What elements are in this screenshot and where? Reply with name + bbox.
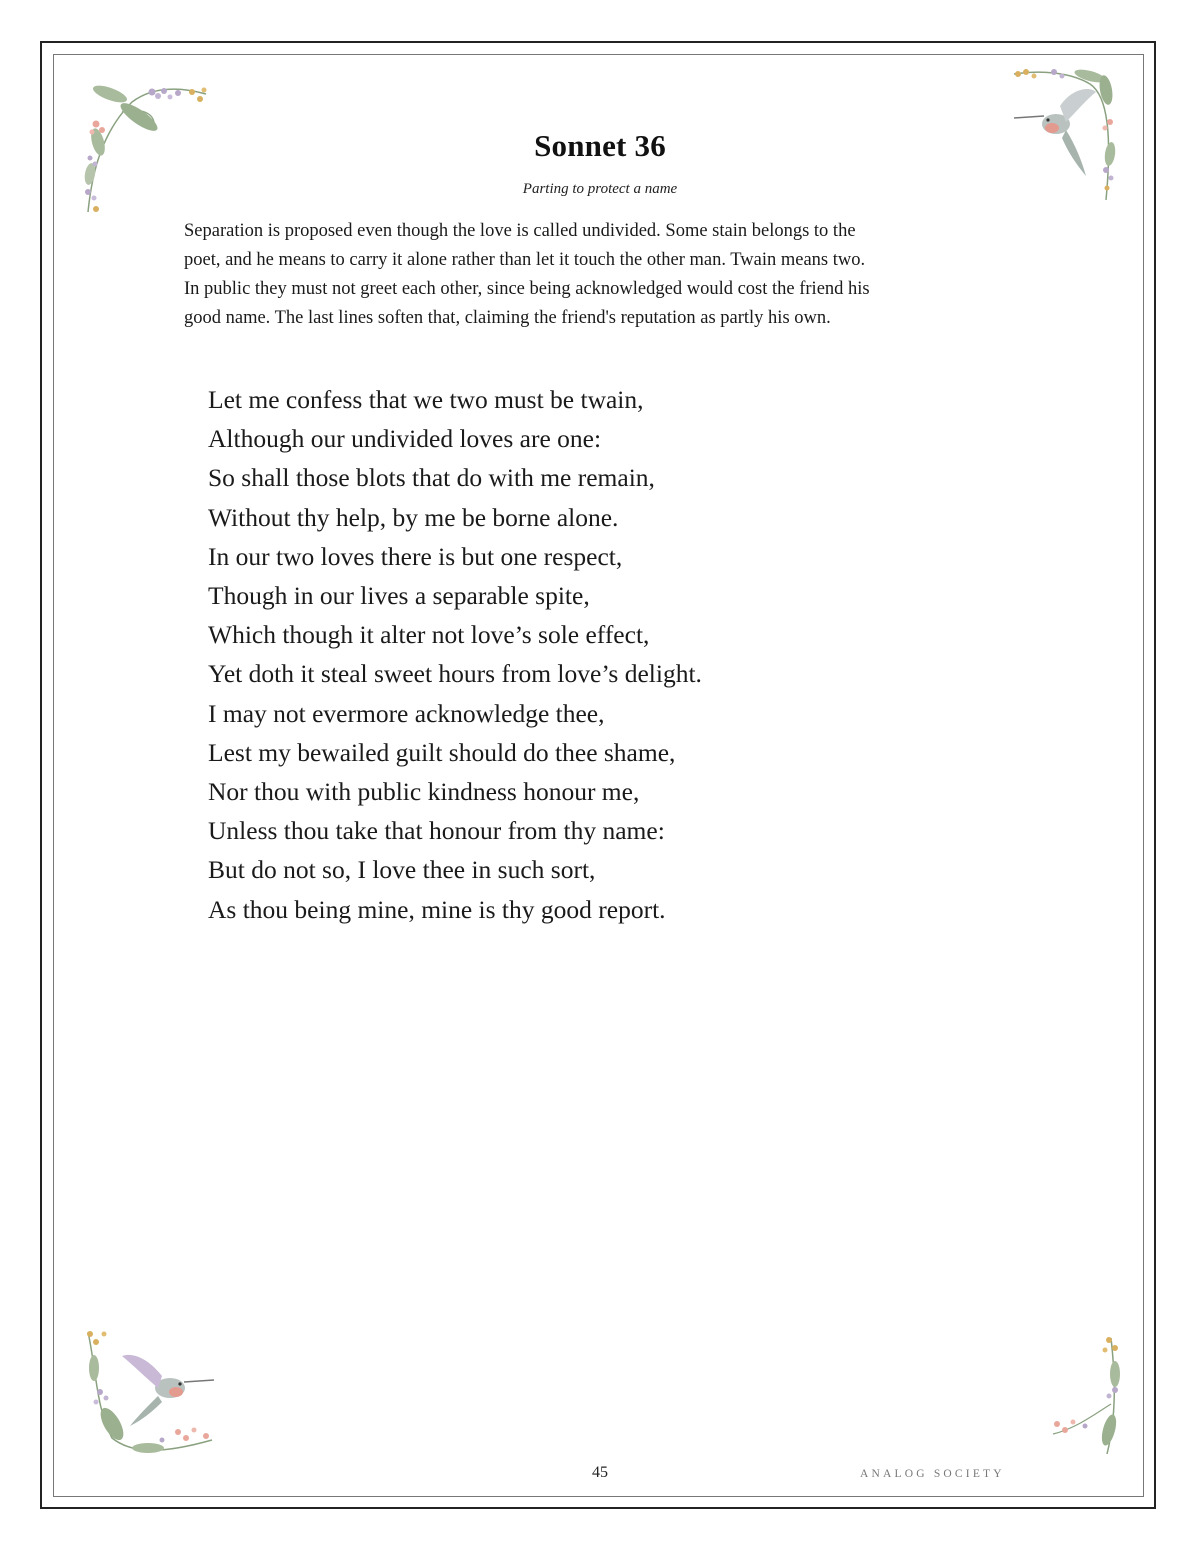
poem-line: Though in our lives a separable spite,: [208, 581, 590, 611]
summary-paragraph: [184, 217, 1019, 333]
poem-line: Without thy help, by me be borne alone.: [208, 502, 619, 532]
poem-line: In our two loves there is but one respect,: [208, 541, 623, 571]
poem-body: [208, 380, 908, 929]
poem-line: Unless thou take that honour from thy name:: [208, 816, 665, 846]
brand-footer: ANALOG SOCIETY: [860, 1468, 1005, 1480]
poem-line: Lest my bewailed guilt should do thee shame,: [208, 737, 676, 767]
poem-line: Let me confess that we two must be twain,: [208, 385, 644, 414]
summary-line: Separation is proposed even though the love is called undivided. Some stain belongs to the: [184, 221, 856, 241]
summary-line: good name. The last lines soften that, claiming the friend's reputation as partly his own.: [184, 308, 831, 328]
poem-line: But do not so, I love thee in such sort,: [208, 855, 596, 885]
page-title: Sonnet 36: [534, 128, 666, 163]
floral-corner-icon: [1045, 1334, 1125, 1459]
hummingbird-floral-icon: [82, 1328, 217, 1458]
poem-line: Although our undivided loves are one:: [208, 424, 602, 454]
page-number: 45: [592, 1464, 608, 1481]
summary-line: poet, and he means to carry it alone rather than let it touch the other man. Twain means two.: [184, 250, 866, 270]
poem-line: So shall those blots that do with me remain,: [208, 463, 655, 493]
poem-line: Yet doth it steal sweet hours from love’s delight.: [208, 659, 702, 689]
poem-line: Nor thou with public kindness honour me,: [208, 777, 640, 807]
poem-line: As thou being mine, mine is thy good report.: [208, 894, 666, 924]
summary-line: In public they must not greet each other, since being acknowledged would cost the friend his: [184, 279, 870, 299]
page-subtitle: Parting to protect a name: [522, 181, 678, 197]
poem-line: I may not evermore acknowledge thee,: [208, 698, 605, 728]
poem-line: Which though it alter not love’s sole effect,: [208, 620, 650, 650]
